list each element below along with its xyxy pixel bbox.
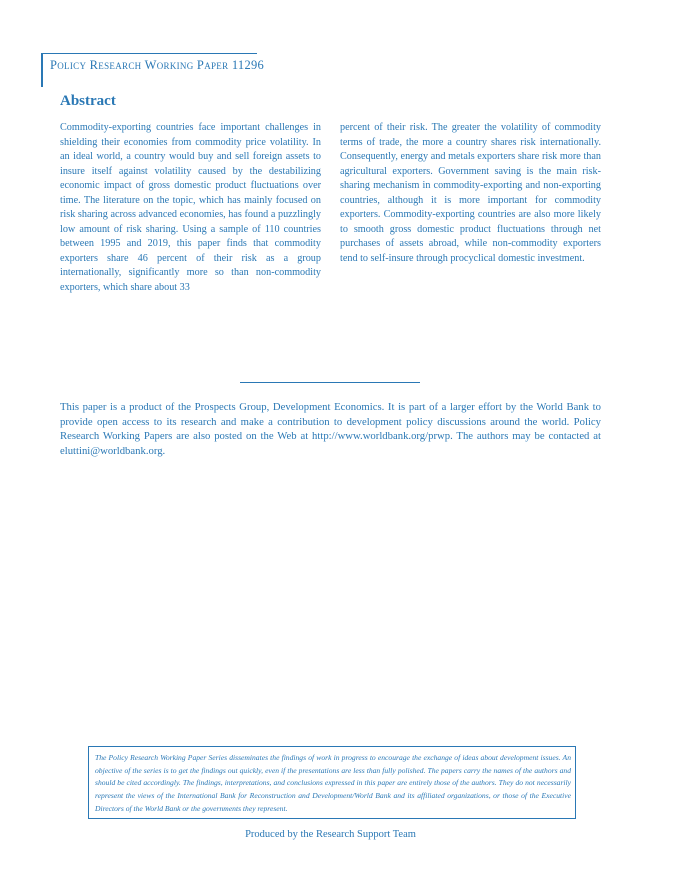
abstract-column-left: Commodity-exporting countries face important challenges in shielding their economies from commodity price volatility. In an ideal world, a country would buy and sell foreign assets to insure itself against volatility caused by the destabilizing economic impact of gross domestic product fluctuations over time. The literature on the topic, which has mainly focused on risk sharing across advanced economies, has found a puzzlingly low amount of risk sharing. Using a sample of 110 countries between 1995 and 2019, this paper finds that commodity exporters share 46 percent of their risk as a group internationally, significantly more so than non-commodity exporters, which share about 33 — [60, 122, 321, 293]
series-title: Policy Research Working Paper 11296 — [50, 58, 265, 72]
produced-by-footer: Produced by the Research Support Team — [245, 829, 416, 840]
disclaimer-box — [88, 746, 576, 819]
disclaimer-text: The Policy Research Working Paper Series disseminates the findings of work in progress to encourage the exchange of ideas about development issues. An objective of the series is to get the findings out quickly, even if the presentations are less than fully polished. The papers carry the names of the authors and should be cited accordingly. The findings, interpretations, and conclusions expressed in this paper are entirely those of the authors. They do not necessarily represent the views of the International Bank for Reconstruction and Development/World Bank and its affiliated organizations, or those of the Executive Directors of the World Bank or the governments they represent. — [95, 753, 571, 813]
abstract-column-right: percent of their risk. The greater the volatility of commodity terms of trade, the more a country shares risk internationally. Consequently, energy and metals exporters share risk more than agricultural exporters. Government saving is the main risk-sharing mechanism in commodity-exporting and non-exporting countries, although it is more important for commodity exporters. Commodity-exporting countries are also more likely to smooth gross domestic product fluctuations through net purchases of assets abroad, while non-commodity exporters tend to self-insure through procyclical domestic investment. — [340, 122, 601, 264]
abstract-heading: Abstract — [60, 93, 116, 109]
series-header-box — [41, 53, 265, 87]
section-divider — [240, 382, 420, 383]
product-note: This paper is a product of the Prospects Group, Development Economics. It is part of a larger effort by the World Bank to provide open access to its research and make a contribution to development policy discussions around the world. Policy Research Working Papers are also posted on the Web at http://www.worldbank.org/prwp. The authors may be contacted at eluttini@worldbank.org. — [60, 401, 601, 457]
